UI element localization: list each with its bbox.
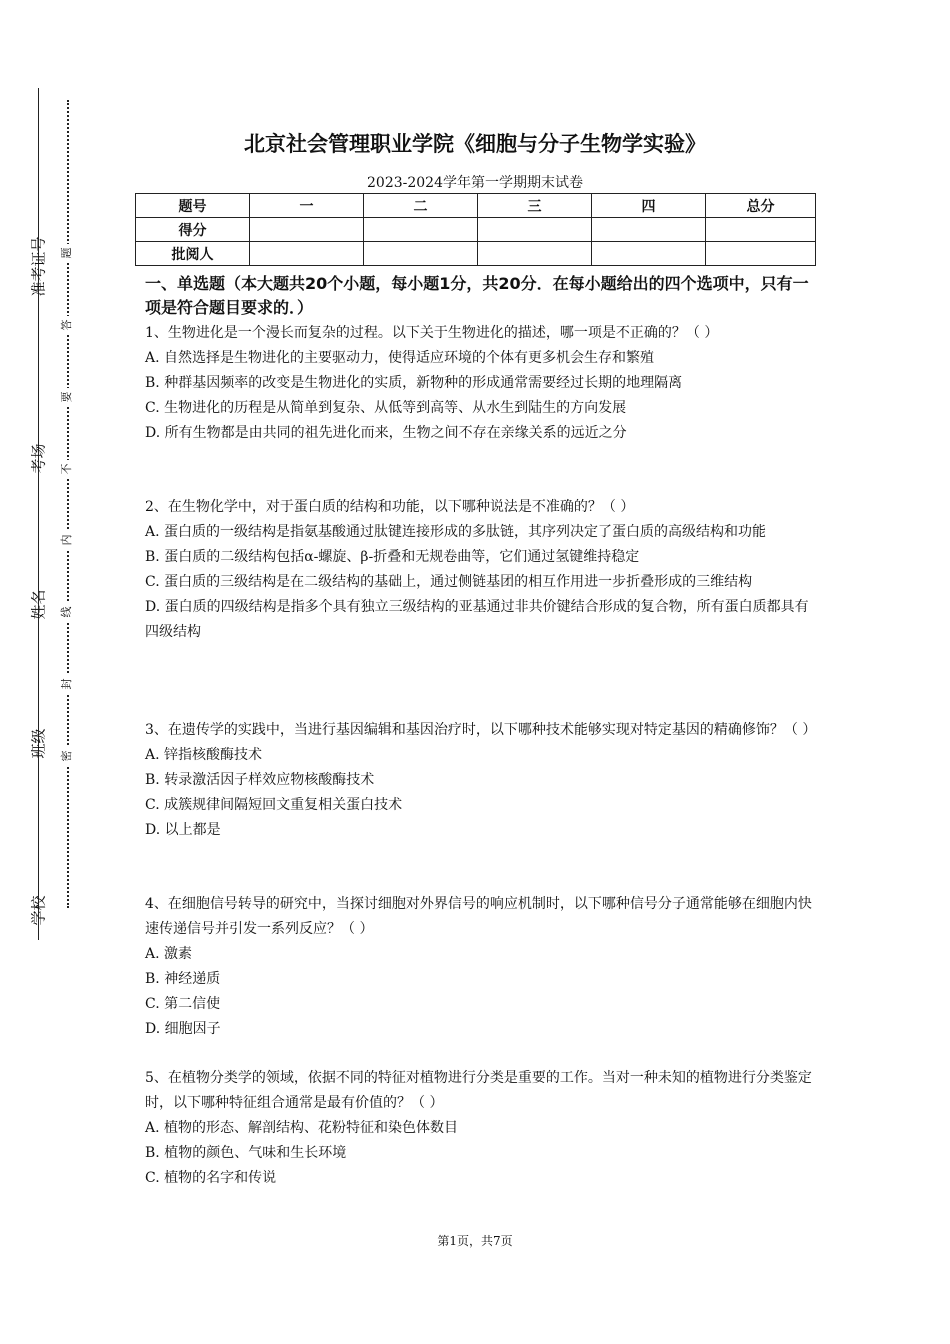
answer-option: B. 种群基因频率的改变是生物进化的实质，新物种的形成通常需要经过长期的地理隔离: [145, 375, 683, 391]
score-row-label: 得分: [136, 218, 250, 242]
question-stem: 3、在遗传学的实践中，当进行基因编辑和基因治疗时，以下哪种技术能够实现对特定基因的精确修饰？（ ）: [145, 722, 817, 738]
answer-option: D. 蛋白质的四级结构是指多个具有独立三级结构的亚基通过非共价键结合形成的复合物，所有蛋白质都具有四级结构: [145, 599, 809, 640]
exam-id-label: 准考证号: [29, 236, 48, 297]
score-row: [136, 218, 816, 242]
answer-option: A. 锌指核酸酶技术: [145, 747, 263, 763]
question-3: [145, 718, 817, 843]
score-cell: [250, 218, 364, 242]
question-4: [145, 892, 813, 1042]
seal-char: 要: [60, 388, 74, 406]
reviewer-cell: [250, 242, 364, 266]
question-1: [145, 321, 813, 446]
question-5: [145, 1066, 813, 1191]
reviewer-cell: [364, 242, 478, 266]
section-heading: 一、单选题（本大题共20个小题，每小题1分，共20分．在每小题给出的四个选项中，只有一项是符合题目要求的．）: [145, 274, 809, 317]
class-label: 班级: [29, 728, 48, 759]
answer-option: A. 蛋白质的一级结构是指氨基酸通过肽键连接形成的多肽链，其序列决定了蛋白质的高级结构和功能: [145, 524, 767, 540]
answer-option: B. 神经递质: [145, 971, 221, 987]
score-table-header-cell: 一: [250, 194, 364, 218]
question-stem: 2、在生物化学中，对于蛋白质的结构和功能，以下哪种说法是不准确的？（ ）: [145, 499, 635, 515]
answer-option: C. 植物的名字和传说: [145, 1170, 277, 1186]
exam-title: 北京社会管理职业学院《细胞与分子生物学实验》: [244, 132, 706, 156]
reviewer-row-label: 批阅人: [136, 242, 250, 266]
answer-option: C. 成簇规律间隔短回文重复相关蛋白技术: [145, 797, 403, 813]
seal-char: 答: [60, 316, 74, 334]
reviewer-cell: [478, 242, 592, 266]
score-table-header-row: [136, 194, 816, 218]
reviewer-cell: [592, 242, 706, 266]
answer-option: C. 第二信使: [145, 996, 221, 1012]
score-cell: [592, 218, 706, 242]
binding-margin: [0, 0, 90, 1344]
answer-option: D. 以上都是: [145, 822, 221, 838]
answer-option: A. 自然选择是生物进化的主要驱动力，使得适应环境的个体有更多机会生存和繁殖: [145, 350, 655, 366]
exam-room-label: 考场: [29, 443, 48, 474]
seal-char: 封: [60, 675, 74, 693]
score-table-header-cell: 总分: [706, 194, 816, 218]
answer-option: B. 蛋白质的二级结构包括α-螺旋、β-折叠和无规卷曲等，它们通过氢键维持稳定: [145, 549, 640, 565]
score-table-header-cell: 三: [478, 194, 592, 218]
student-name-label: 姓名: [29, 589, 48, 620]
answer-option: D. 所有生物都是由共同的祖先进化而来，生物之间不存在亲缘关系的远近之分: [145, 425, 627, 441]
score-cell: [706, 218, 816, 242]
score-table-header-cell: 二: [364, 194, 478, 218]
answer-option: C. 蛋白质的三级结构是在二级结构的基础上，通过侧链基团的相互作用进一步折叠形成的三维结构: [145, 574, 753, 590]
binding-solid-line: [38, 88, 39, 940]
seal-char: 线: [60, 603, 74, 621]
question-stem: 1、生物进化是一个漫长而复杂的过程。以下关于生物进化的描述，哪一项是不正确的？（ ）: [145, 325, 719, 341]
score-cell: [478, 218, 592, 242]
score-cell: [364, 218, 478, 242]
question-stem: 5、在植物分类学的领域，依据不同的特征对植物进行分类是重要的工作。当对一种未知的植物进行分类鉴定时，以下哪种特征组合通常是最有价值的？（ ）: [145, 1070, 812, 1111]
reviewer-cell: [706, 242, 816, 266]
reviewer-row: [136, 242, 816, 266]
score-table: [135, 193, 816, 266]
seal-char: 题: [60, 244, 74, 262]
score-table-header-cell: 四: [592, 194, 706, 218]
answer-option: D. 细胞因子: [145, 1021, 221, 1037]
score-table-header-cell: 题号: [136, 194, 250, 218]
answer-option: C. 生物进化的历程是从简单到复杂、从低等到高等、从水生到陆生的方向发展: [145, 400, 627, 416]
answer-option: B. 转录激活因子样效应物核酸酶技术: [145, 772, 375, 788]
school-label: 学校: [29, 895, 48, 926]
answer-option: A. 激素: [145, 946, 193, 962]
answer-option: A. 植物的形态、解剖结构、花粉特征和染色体数目: [145, 1120, 459, 1136]
binding-dotted-line: [67, 100, 69, 908]
page-number: 第1页，共7页: [437, 1234, 513, 1248]
answer-option: B. 植物的颜色、气味和生长环境: [145, 1145, 347, 1161]
seal-char: 密: [60, 747, 74, 765]
question-stem: 4、在细胞信号转导的研究中，当探讨细胞对外界信号的响应机制时，以下哪种信号分子通常能够在细胞内快速传递信号并引发一系列反应？（ ）: [145, 896, 812, 937]
seal-char: 内: [60, 531, 74, 549]
exam-subtitle: 2023-2024学年第一学期期末试卷: [367, 175, 583, 191]
seal-char: 不: [60, 460, 74, 478]
question-2: [145, 495, 813, 645]
